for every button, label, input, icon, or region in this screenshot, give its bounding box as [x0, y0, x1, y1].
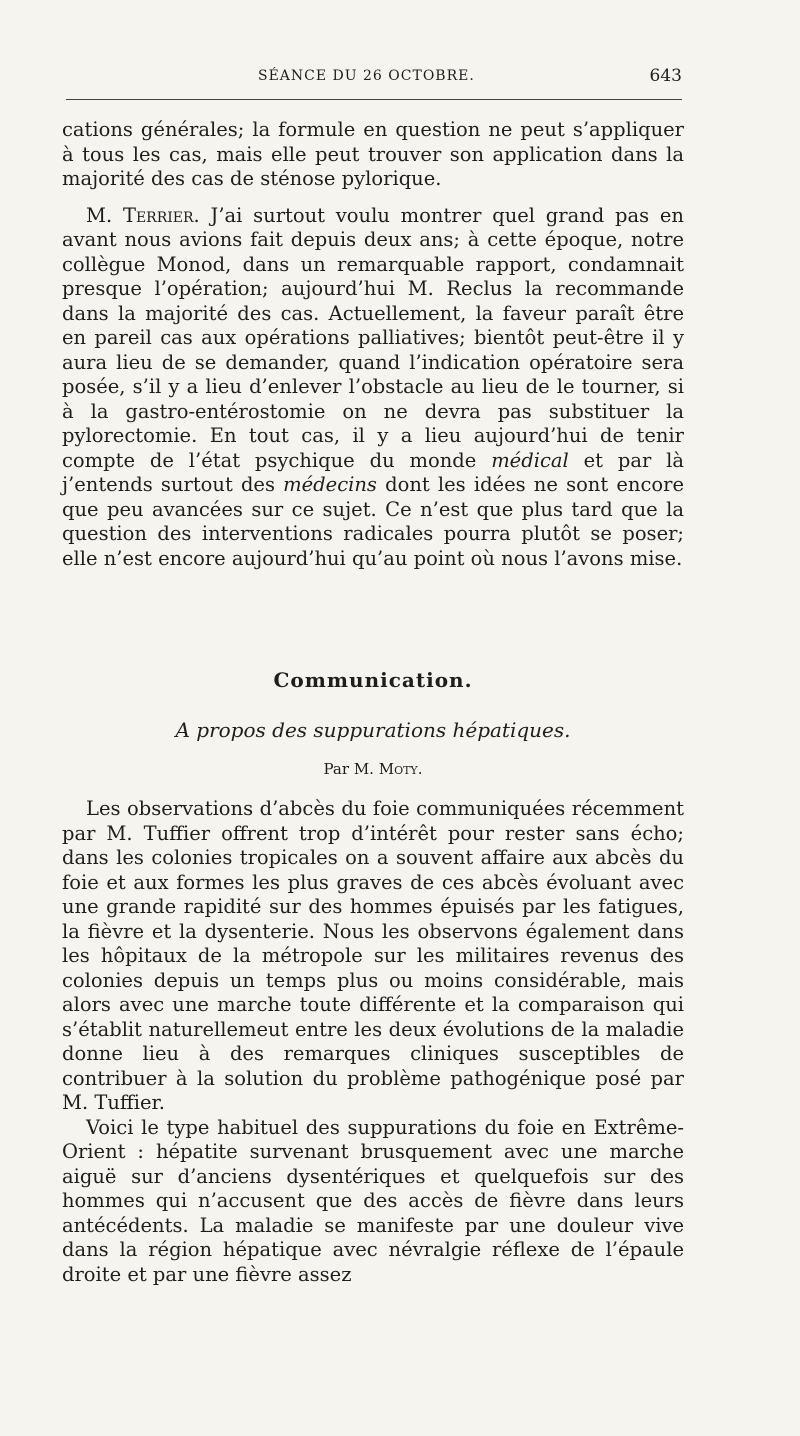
- paragraph-continuation: cations générales; la formule en question ne peut s’appliquer à tous les cas, mais elle peut trouver son application dans la majorité des cas de sténose pylorique.: [62, 118, 684, 190]
- section-heading: Communication.: [273, 668, 473, 692]
- paragraph-terrier-part2: et par là j’entends surtout des: [62, 448, 685, 496]
- byline: [62, 760, 684, 778]
- book-page: [62, 0, 684, 1436]
- speaker-prefix: M.: [86, 203, 123, 227]
- paragraph-type-habituel: Voici le type habituel des suppurations du foie en Extrême-Orient : hépatite survenant brusquement avec une marche aiguë sur d’anciens dysentériques et quelquefois sur des hommes qui n’accusent que des accès de fièvre dans leurs antécédents. La maladie se manifeste par une douleur vive dans la région hépatique avec névralgie réflexe de l’épaule droite et par une fièvre assez: [62, 1115, 684, 1286]
- paragraph-terrier-part3: dont les idées ne sont encore que peu avancées sur ce sujet. Ce n’est que plus tard que la question des interventions radicales pourra plutôt se poser; elle n’est encore aujourd’hui qu’au point où nous l’avons mise.: [62, 473, 684, 570]
- running-title: SÉANCE DU 26 OCTOBRE.: [258, 68, 475, 84]
- byline-author: Moty.: [378, 760, 423, 778]
- paragraph-observations: Les observations d’abcès du foie communiquées récemment par M. Tuffier offrent trop d’intérêt pour rester sans écho; dans les colonies tropicales on a souvent affaire aux abcès du foie et aux formes les plus graves de ces abcès évoluant avec une grande rapidité sur des hommes épuisés par les fatigues, la fièvre et la dysenterie. Nous les observons également dans les hôpitaux de la métropole sur les militaires revenus des colonies depuis un temps plus ou moins considérable, mais alors avec une marche toute différente et la comparaison qui s’établit naturellemeut entre les deux évolutions de la maladie donne lieu à des remarques cliniques susceptibles de contribuer à la solution du problème pathogénique posé par M. Tuffier.: [62, 797, 684, 1114]
- byline-prefix: Par M.: [323, 760, 379, 778]
- article-title: A propos des suppurations hépatiques.: [175, 718, 571, 742]
- page-number: 643: [649, 66, 682, 86]
- header-rule: [66, 99, 682, 100]
- text-block-2: [62, 797, 684, 1287]
- paragraph-terrier-part1: . J’ai surtout voulu montrer quel grand pas en avant nous avions fait depuis deux ans; à cette époque, notre collègue Monod, dans un remarquable rapport, condamnait presque l’opération; aujourd’hui M. Reclus la recommande dans la majorité des cas. Actuellement, la faveur paraît être en pareil cas aux opérations palliatives; bientôt peut-être il y aura lieu de se demander, quand l’indication opératoire sera posée, s’il y a lieu d’enlever l’obstacle au lieu de le tourner, si à la gastro-entérostomie on ne devra pas substituer la pylorectomie. En tout cas, il y a lieu aujourd’hui de tenir compte de l’état psychique du monde: [62, 203, 684, 472]
- emphasis-medecins: médecins: [283, 473, 377, 496]
- running-header: [62, 64, 684, 92]
- emphasis-medical: médical: [491, 448, 569, 472]
- text-block-1: [62, 118, 684, 571]
- paragraph-terrier: [62, 204, 684, 572]
- speaker-name: Terrier: [122, 203, 194, 227]
